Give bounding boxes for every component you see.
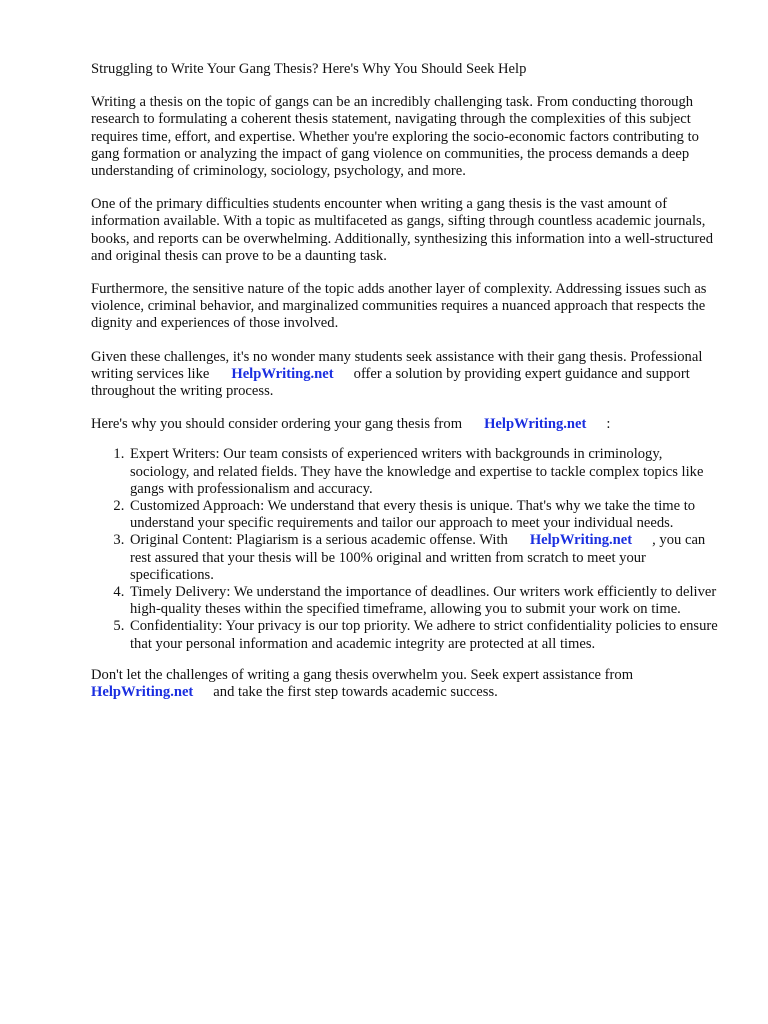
- paragraph-services-text-end: offer a solution by providing expert guidance and support throughout the writing process.: [91, 365, 690, 400]
- list-item-text: Customized Approach: We understand that every thesis is unique. That's why we take the time to understand your specific requirements and tailor our approach to meet your individual needs.: [130, 498, 696, 532]
- paragraph-why-text: Here's why you should consider ordering your gang thesis from: [91, 416, 463, 433]
- list-item-text: Expert Writers: Our team consists of experienced writers with backgrounds in criminology, sociology, and related fields. They have the knowledge and expertise to tackle complex topics like gangs with professionalism and accuracy.: [130, 446, 704, 497]
- list-item-text: Timely Delivery: We understand the importance of deadlines. Our writers work efficiently to deliver high-quality theses within the specified timeframe, allowing you to submit your work on time.: [130, 584, 717, 618]
- paragraph-sensitivity: Furthermore, the sensitive nature of the topic adds another layer of complexity. Addressing issues such as violence, criminal behavior, and marginalized communities requires a nuanced approach that respects the dignity and experiences of those involved.: [91, 281, 707, 332]
- paragraph-closing-text: Don't let the challenges of writing a gang thesis overwhelm you. Seek expert assistance from: [91, 666, 634, 683]
- paragraph-difficulties: One of the primary difficulties students encounter when writing a gang thesis is the vast amount of information available. With a topic as multifaceted as gangs, sifting through countless academic journals, books, and reports can be overwhelming. Additionally, synthesizing this information into a well-structured and original thesis can prove to be a daunting task.: [91, 196, 714, 264]
- paragraph-closing: [91, 667, 720, 701]
- list-item: [128, 446, 720, 498]
- paragraph-services: [91, 349, 720, 401]
- helpwriting-link[interactable]: HelpWriting.net: [91, 684, 194, 701]
- list-item: [128, 584, 720, 618]
- reasons-list: [91, 446, 720, 652]
- helpwriting-link[interactable]: HelpWriting.net: [231, 365, 334, 382]
- list-item-text-end: , you can rest assured that your thesis will be 100% original and written from scratch to meet your specifications.: [130, 532, 706, 583]
- paragraph-why: [91, 416, 720, 433]
- paragraph-closing-text-end: and take the first step towards academic success.: [213, 684, 498, 701]
- list-item: [128, 532, 720, 584]
- helpwriting-link[interactable]: HelpWriting.net: [484, 416, 587, 433]
- list-item: [128, 618, 720, 652]
- paragraph-intro: Writing a thesis on the topic of gangs can be an incredibly challenging task. From conducting thorough research to formulating a coherent thesis statement, navigating through the complexities of this subject requires time, effort, and expertise. Whether you're exploring the socio-economic factors contributing to gang formation or analyzing the impact of gang violence on communities, the process demands a deep understanding of criminology, sociology, psychology, and more.: [91, 94, 699, 180]
- list-item: [128, 498, 720, 532]
- list-item-text: Original Content: Plagiarism is a serious academic offense. With: [130, 532, 508, 549]
- paragraph-services-text: Given these challenges, it's no wonder many students seek assistance with their gang thesis. Professional writing services like: [91, 348, 703, 382]
- paragraph-why-colon: :: [606, 416, 611, 433]
- helpwriting-link[interactable]: HelpWriting.net: [529, 532, 633, 549]
- document-title: Struggling to Write Your Gang Thesis? Here's Why You Should Seek Help: [91, 61, 527, 77]
- list-item-text: Confidentiality: Your privacy is our top priority. We adhere to strict confidentiality policies to ensure that your personal information and academic integrity are protected at all times.: [130, 618, 718, 652]
